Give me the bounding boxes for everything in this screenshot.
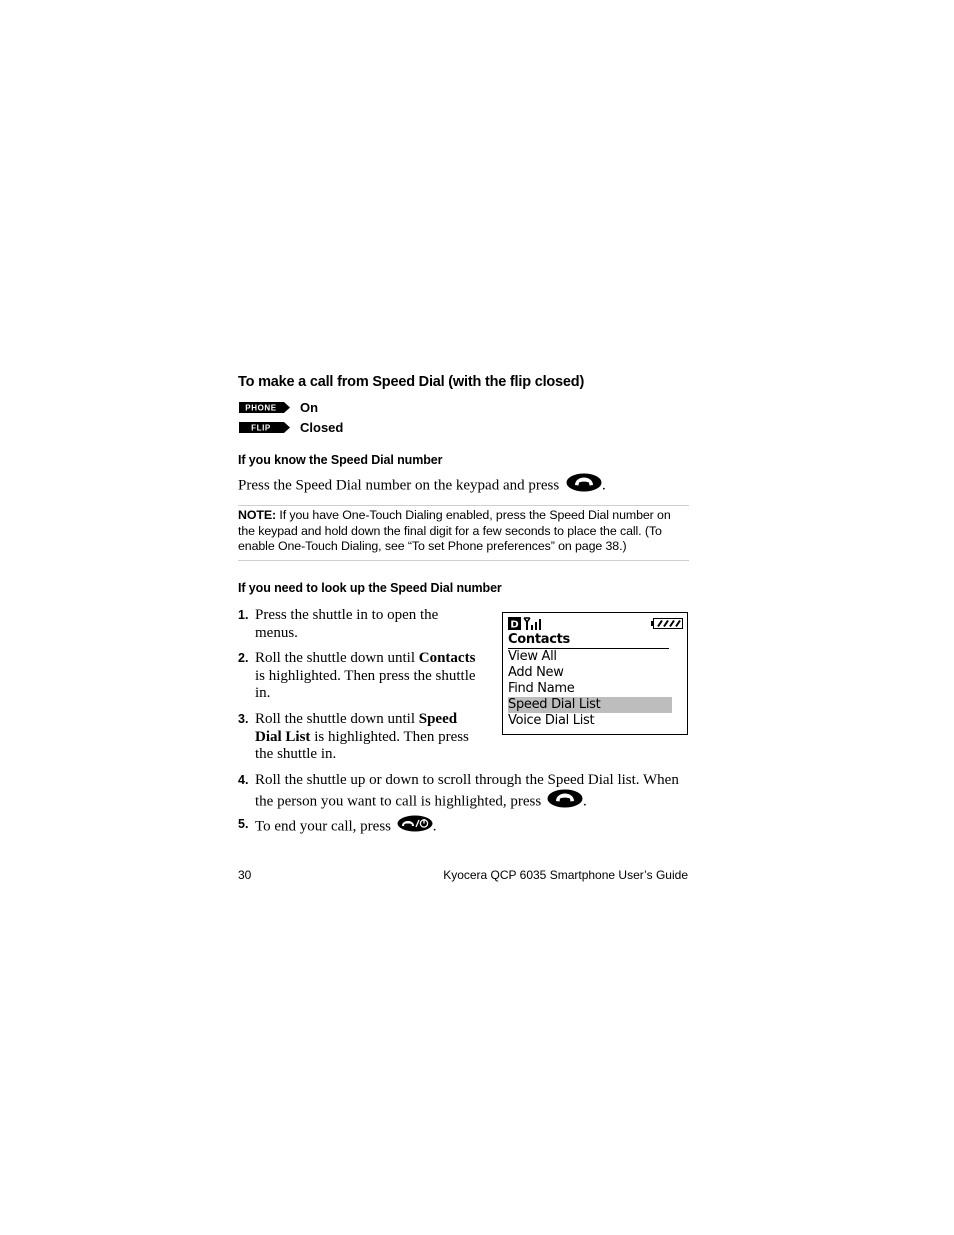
step-text-part: Roll the shuttle down until	[255, 711, 419, 727]
phone-state-value: On	[300, 399, 319, 415]
talk-key-icon	[547, 789, 583, 814]
menu-item-view-all[interactable]: View All	[508, 649, 557, 664]
flip-state-value: Closed	[300, 419, 344, 435]
step-number: 1.	[238, 608, 249, 622]
note-label: NOTE:	[238, 508, 277, 522]
step-text-part: is highlighted. Then press the shuttle in.	[255, 728, 469, 762]
step-text	[255, 607, 485, 642]
signal-icon	[508, 617, 548, 630]
footer-title: Kyocera QCP 6035 Smartphone User’s Guide	[443, 868, 688, 882]
note-top-rule	[238, 505, 689, 506]
note-bottom-rule	[238, 560, 689, 561]
battery-icon	[651, 618, 683, 629]
know-text: Press the Speed Dial number on the keypad and press	[238, 477, 560, 494]
know-instruction	[238, 474, 606, 499]
menu-item-voice-dial-list[interactable]: Voice Dial List	[508, 713, 595, 728]
flip-key-label: FLIP	[251, 423, 271, 433]
end-power-key-icon	[397, 815, 433, 838]
know-heading: If you know the Speed Dial number	[238, 453, 443, 467]
step-number: 3.	[238, 712, 249, 726]
svg-text:D: D	[510, 619, 519, 630]
phone-key-label: PHONE	[245, 403, 277, 413]
step-text-part: Roll the shuttle down until	[255, 650, 419, 666]
flip-key-icon	[239, 422, 291, 433]
step-text-line: menus.	[255, 624, 298, 641]
step-text-bold: Speed Dial List	[255, 711, 458, 745]
step-text-line: Press the shuttle in to open the	[255, 607, 439, 623]
step-number: 5.	[238, 817, 249, 831]
step-text-part: To end your call, press	[255, 818, 391, 835]
note	[238, 508, 690, 555]
step-text	[255, 650, 485, 703]
step-text-after: .	[582, 793, 587, 810]
step-text-part: is highlighted. Then press the shuttle in.	[255, 667, 476, 701]
flip-state-row	[239, 420, 343, 434]
step-number: 4.	[238, 773, 249, 787]
page-number: 30	[238, 868, 252, 882]
know-text-after: .	[601, 477, 606, 494]
lookup-heading: If you need to look up the Speed Dial number	[238, 581, 502, 595]
talk-key-icon	[566, 473, 602, 498]
step-text	[255, 711, 483, 764]
menu-item-speed-dial-list[interactable]: Speed Dial List	[508, 697, 672, 713]
section-title: To make a call from Speed Dial (with the flip closed)	[238, 374, 585, 390]
menu-item-find-name[interactable]: Find Name	[508, 681, 575, 696]
step-number: 2.	[238, 651, 249, 665]
step-text-bold: Contacts	[418, 650, 476, 666]
step-text	[255, 772, 691, 814]
note-text: If you have One-Touch Dialing enabled, press the Speed Dial number on the keypad and hold down the final digit for a few seconds to place the call. (To enable One-Touch Dialing, see “To set Phone preferences” on page 38.)	[238, 508, 671, 554]
screen-title: Contacts	[508, 632, 570, 647]
menu-item-add-new[interactable]: Add New	[508, 665, 564, 680]
phone-state-row	[239, 400, 318, 414]
step-text-after: .	[432, 818, 437, 835]
step-text-part: Roll the shuttle up or down to scroll through the Speed Dial list. When the person you want to call is highlighted, press	[255, 772, 679, 810]
phone-key-icon	[239, 402, 291, 413]
step-text	[255, 816, 691, 839]
phone-screen	[502, 612, 688, 735]
